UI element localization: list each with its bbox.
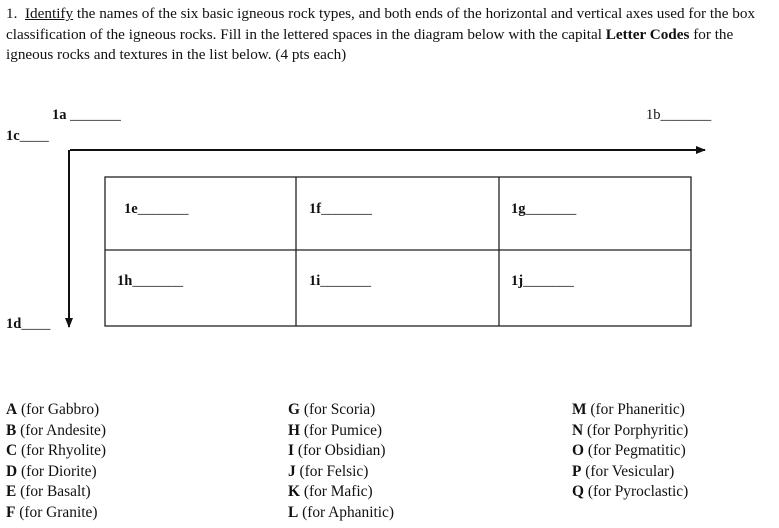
blank-1f[interactable] [309,201,372,218]
blank-1a-label: 1a [52,107,67,123]
blank-1f-label: 1f [309,201,322,217]
key-item [288,400,394,421]
key-desc: (for Gabbro) [17,401,100,418]
key-code: J [288,462,296,480]
key-item [572,441,688,462]
key-desc: (for Rhyolite) [17,442,107,460]
blank-1h-line: _______ [132,273,184,289]
key-desc: (for Mafic) [299,483,373,501]
key-item [6,503,106,524]
key-item [6,421,106,442]
blank-1a-line: _______ [66,107,121,123]
key-code: A [6,401,18,418]
blank-1d-label: 1d [6,316,22,332]
key-code: N [572,421,584,439]
question-number: 1. [6,5,18,22]
blank-1e-label: 1e [124,201,138,217]
blank-1i-line: _______ [320,273,372,289]
key-item [572,482,688,503]
key-item [6,482,106,503]
key-column-2 [288,400,394,524]
blank-1d-line: ____ [21,316,51,332]
key-code: C [6,442,18,460]
key-code: I [288,442,294,460]
key-code: D [6,462,18,480]
key-code: L [288,503,299,521]
key-desc: (for Felsic) [295,462,369,480]
blank-1e[interactable] [124,201,188,218]
key-desc: (for Basalt) [16,483,91,501]
blank-1g-label: 1g [511,201,526,217]
key-desc: (for Pyroclastic) [583,483,689,501]
blank-1d[interactable] [6,316,50,333]
blank-1i-label: 1i [309,273,321,289]
blank-1h[interactable] [117,273,183,290]
key-desc: (for Obsidian) [294,442,386,460]
question-text-part2: for the igneous rocks and textures in the list below. (4 pts each) [6,25,734,63]
blank-1b[interactable] [646,107,711,124]
key-item [288,421,394,442]
classification-grid-border [105,177,691,326]
key-item [288,462,394,483]
blank-1f-line: _______ [321,201,372,217]
key-code: E [6,483,17,501]
key-item [572,400,688,421]
blank-1i[interactable] [309,273,371,290]
key-desc: (for Andesite) [16,421,107,439]
key-code: H [288,421,300,439]
key-desc: (for Granite) [15,503,98,521]
key-code: Q [572,483,584,501]
blank-1g-line: _______ [525,201,577,217]
key-item [572,421,688,442]
key-desc: (for Pumice) [299,421,383,439]
key-desc: (for Vesicular) [581,462,675,480]
blank-1h-label: 1h [117,273,133,289]
blank-1e-line: _______ [137,201,189,217]
key-code: G [288,401,300,418]
blank-1j-label: 1j [511,273,524,289]
question-text-part1: the names of the six basic igneous rock types, and both ends of the horizontal and vertical axes used for the box classification of the igneous rocks. Fill in the lettered spaces in the diagram below with the capital [6,5,756,43]
key-item [572,462,688,483]
key-column-3 [572,400,688,503]
key-desc: (for Aphanitic) [298,503,394,521]
key-desc: (for Phaneritic) [586,401,685,418]
key-item [288,441,394,462]
key-code: O [572,442,584,460]
blank-1j[interactable] [511,273,574,290]
key-desc: (for Diorite) [17,462,97,480]
key-item [6,462,106,483]
blank-1a[interactable] [52,107,121,124]
key-item [6,441,106,462]
key-column-1 [6,400,106,524]
key-desc: (for Scoria) [299,401,376,418]
blank-1j-line: _______ [523,273,574,289]
key-code: M [572,401,587,418]
question-verb: Identify [24,5,74,22]
key-code: P [572,462,582,480]
blank-1c-label: 1c [6,128,20,144]
blank-1b-label: 1b [646,107,661,123]
key-desc: (for Pegmatitic) [583,442,686,460]
key-code: K [288,483,300,501]
key-item [6,400,106,421]
key-item [288,482,394,503]
key-code: F [6,503,16,521]
key-item [288,503,394,524]
blank-1b-line: _______ [660,107,712,123]
question-bold-phrase: Letter Codes [605,25,690,43]
blank-1c[interactable] [6,128,49,145]
key-desc: (for Porphyritic) [583,421,689,439]
blank-1g[interactable] [511,201,576,218]
key-code: B [6,421,17,439]
blank-1c-line: ____ [19,128,49,144]
